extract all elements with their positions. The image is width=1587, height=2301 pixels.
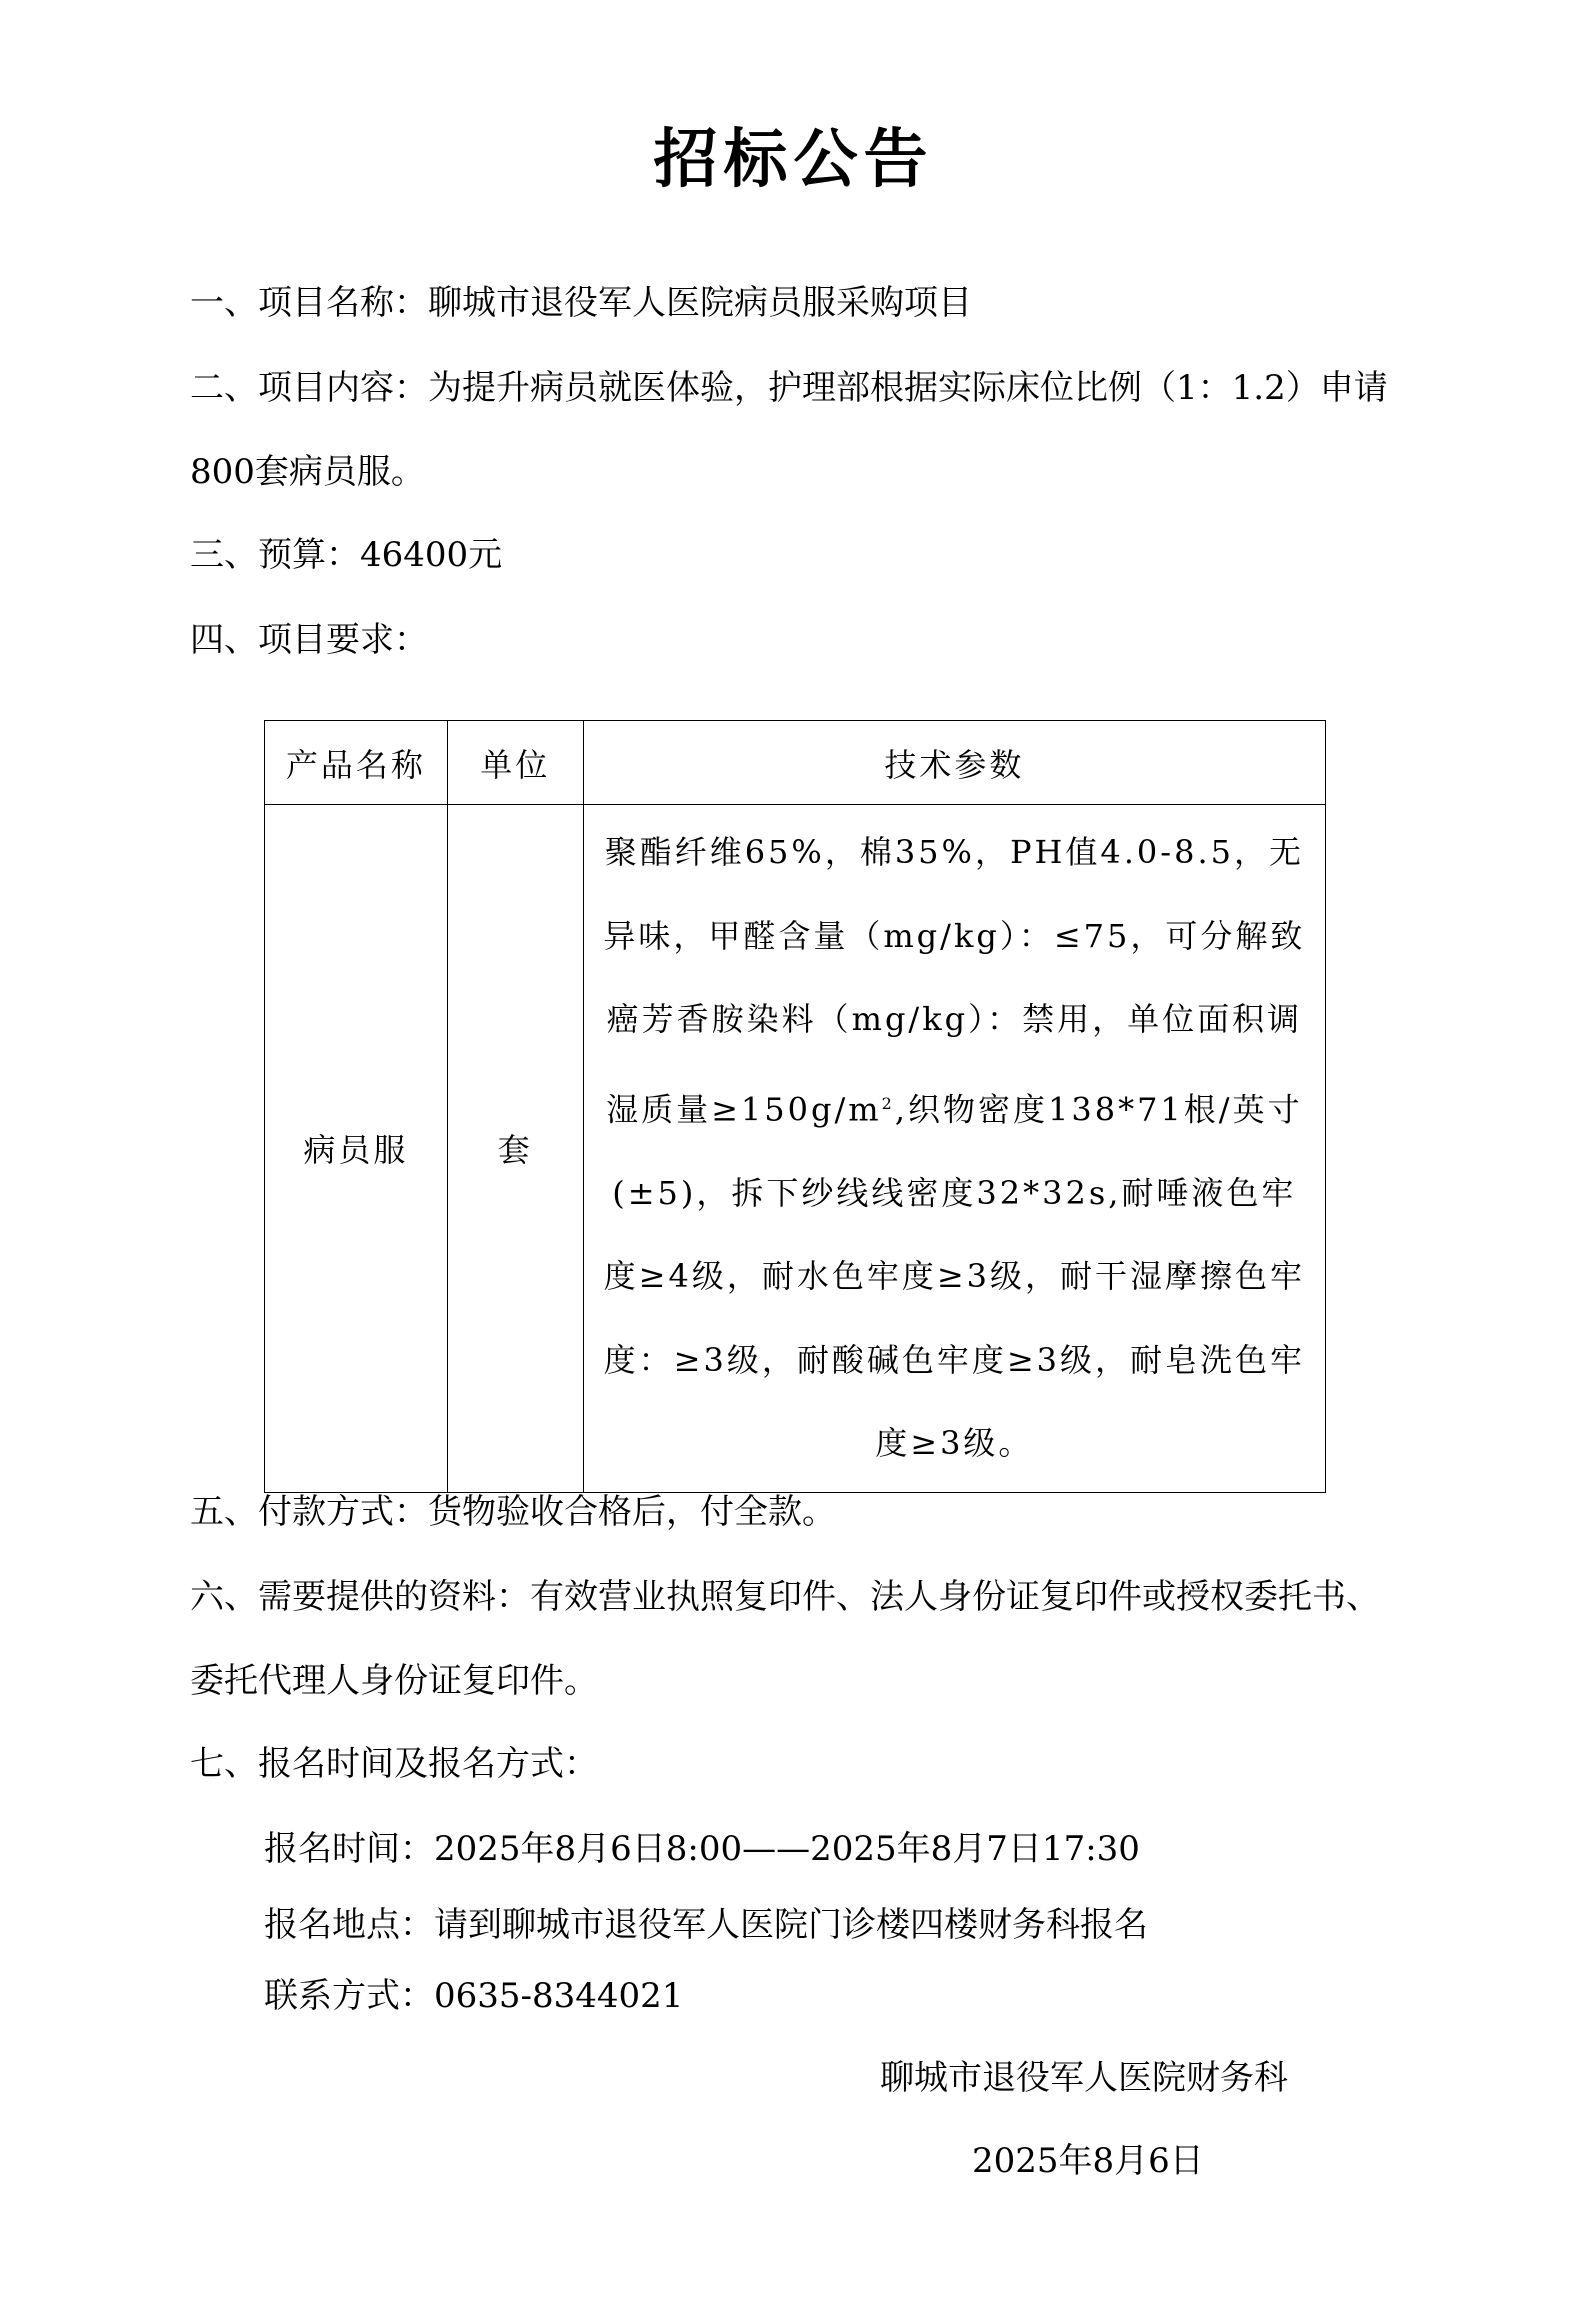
header-product-name: 产品名称: [265, 721, 448, 805]
params-text-b: ,织物密度138*71根/英寸(±5)，拆下纱线线密度32*32s,耐唾液色牢度≥4级，耐水色牢度≥3级，耐干湿摩擦色牢度：≥3级，耐酸碱色牢度≥3级，耐皂洗色牢度≥3级。: [603, 1090, 1306, 1463]
section-project-content: 二、项目内容：为提升病员就医体验，护理部根据实际床位比例（1：1.2）申请800套病员服。: [190, 368, 1388, 492]
table-row: [265, 805, 1326, 1493]
registration-place: 报名地点：请到聊城市退役军人医院门诊楼四楼财务科报名: [264, 1905, 1148, 1945]
section-documents: 六、需要提供的资料：有效营业执照复印件、法人身份证复印件或授权委托书、委托代理人身份证复印件。: [190, 1577, 1380, 1701]
params-text-a: 聚酯纤维65%，棉35%，PH值4.0-8.5，无异味，甲醛含量（mg/kg）：≤75，可分解致癌芳香胺染料（mg/kg）：禁用，单位面积调湿质量≥150g/m: [603, 833, 1306, 1129]
table-header-row: [265, 721, 1326, 805]
page-title: 招标公告: [653, 123, 934, 197]
requirements-table: [264, 720, 1326, 1493]
section-payment: 五、付款方式：货物验收合格后，付全款。: [190, 1492, 836, 1532]
section-project-name: 一、项目名称：聊城市退役军人医院病员服采购项目: [190, 283, 972, 323]
section-budget: 三、预算：46400元: [190, 535, 503, 575]
signature-organization: 聊城市退役军人医院财务科: [880, 2058, 1288, 2098]
cell-tech-params: [583, 805, 1325, 1493]
header-unit: 单位: [447, 721, 583, 805]
section-requirements: 四、项目要求：: [190, 620, 428, 660]
section-registration: 七、报名时间及报名方式：: [190, 1744, 598, 1784]
signature-date: 2025年8月6日: [972, 2141, 1204, 2181]
cell-product-name: 病员服: [265, 805, 448, 1493]
registration-time: 报名时间：2025年8月6日8:00——2025年8月7日17:30: [264, 1829, 1140, 1869]
params-superscript: 2: [881, 1093, 895, 1113]
header-tech-params: 技术参数: [583, 721, 1325, 805]
registration-contact: 联系方式：0635-8344021: [264, 1976, 684, 2016]
cell-unit: 套: [447, 805, 583, 1493]
